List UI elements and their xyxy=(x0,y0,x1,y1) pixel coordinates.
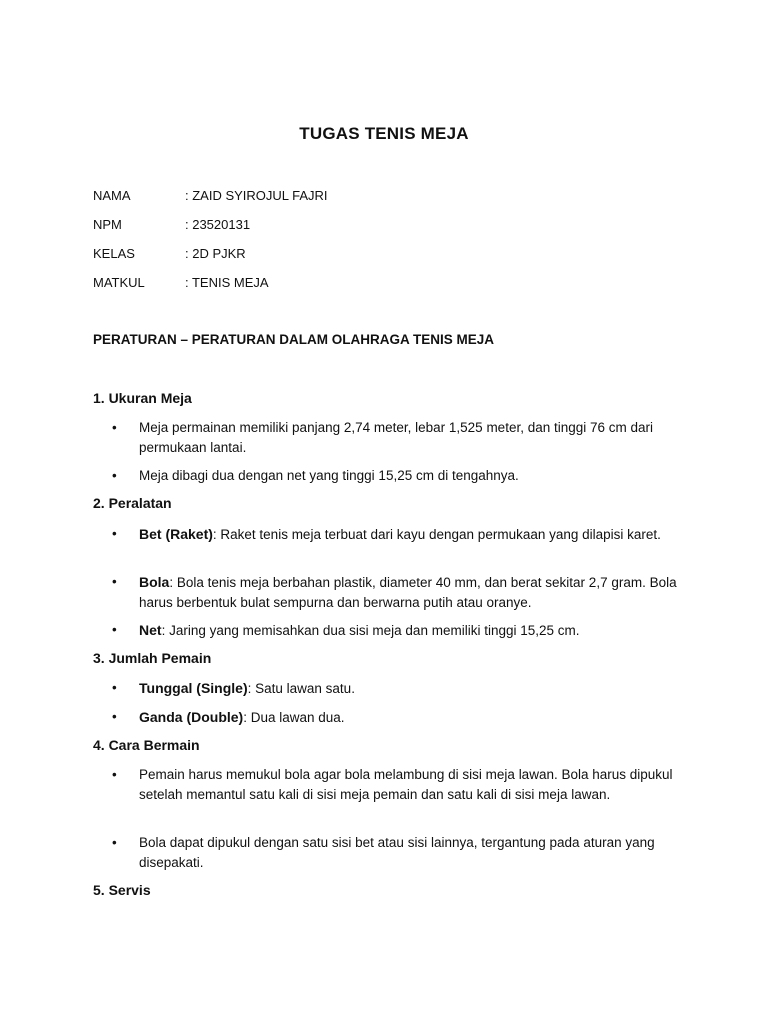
list-item-term: Bola xyxy=(139,574,170,590)
info-value: : ZAID SYIROJUL FAJRI xyxy=(185,188,328,203)
info-label: MATKUL xyxy=(93,275,145,290)
bullet-marker: • xyxy=(112,574,117,589)
info-label: KELAS xyxy=(93,246,135,261)
section-heading-servis: 5. Servis xyxy=(93,882,151,898)
list-item-term: Tunggal (Single) xyxy=(139,680,248,696)
list-item-term: Bet (Raket) xyxy=(139,526,213,542)
document-title: TUGAS TENIS MEJA xyxy=(299,124,469,143)
list-item-text: : Jaring yang memisahkan dua sisi meja dan memiliki tinggi 15,25 cm. xyxy=(161,623,580,638)
list-item-text: Meja dibagi dua dengan net yang tinggi 15,25 cm di tengahnya. xyxy=(139,468,519,483)
list-item-text: : Raket tenis meja terbuat dari kayu dengan permukaan yang dilapisi karet. xyxy=(212,527,661,542)
section-heading-ukuran-meja: 1. Ukuran Meja xyxy=(93,390,192,406)
section-heading-peralatan: 2. Peralatan xyxy=(93,495,172,511)
bullet-marker: • xyxy=(112,526,117,541)
list-item-text: Pemain harus memukul bola agar bola melambung di sisi meja lawan. Bola harus dipukul setelah memantul satu kali di sisi meja pemain dan satu kali di sisi meja lawan. xyxy=(139,767,673,802)
list-item-text: : Satu lawan satu. xyxy=(247,681,355,696)
list-item-text: Meja permainan memiliki panjang 2,74 meter, lebar 1,525 meter, dan tinggi 76 cm dari permukaan lantai. xyxy=(139,420,654,455)
bullet-marker: • xyxy=(112,680,117,695)
list-item-term: Ganda (Double) xyxy=(139,709,244,725)
info-label: NPM xyxy=(93,217,122,232)
bullet-marker: • xyxy=(112,420,117,435)
bullet-marker: • xyxy=(112,835,117,850)
info-value: : 2D PJKR xyxy=(185,246,246,261)
info-value: : 23520131 xyxy=(185,217,251,232)
bullet-marker: • xyxy=(112,622,117,637)
bullet-marker: • xyxy=(112,468,117,483)
section-heading-jumlah-pemain: 3. Jumlah Pemain xyxy=(93,650,212,666)
list-item-text: : Bola tenis meja berbahan plastik, diameter 40 mm, dan berat sekitar 2,7 gram. Bola harus berbentuk bulat sempurna dan berwarna putih atau oranye. xyxy=(139,575,677,610)
list-item-text: Bola dapat dipukul dengan satu sisi bet atau sisi lainnya, tergantung pada aturan yang disepakati. xyxy=(139,835,655,870)
info-value: : TENIS MEJA xyxy=(185,275,269,290)
list-item-term: Net xyxy=(139,622,162,638)
list-item-text: : Dua lawan dua. xyxy=(243,710,345,725)
rules-subheading: PERATURAN – PERATURAN DALAM OLAHRAGA TENIS MEJA xyxy=(93,332,495,347)
section-heading-cara-bermain: 4. Cara Bermain xyxy=(93,737,200,753)
bullet-marker: • xyxy=(112,709,117,724)
bullet-marker: • xyxy=(112,767,117,782)
info-label: NAMA xyxy=(93,188,131,203)
